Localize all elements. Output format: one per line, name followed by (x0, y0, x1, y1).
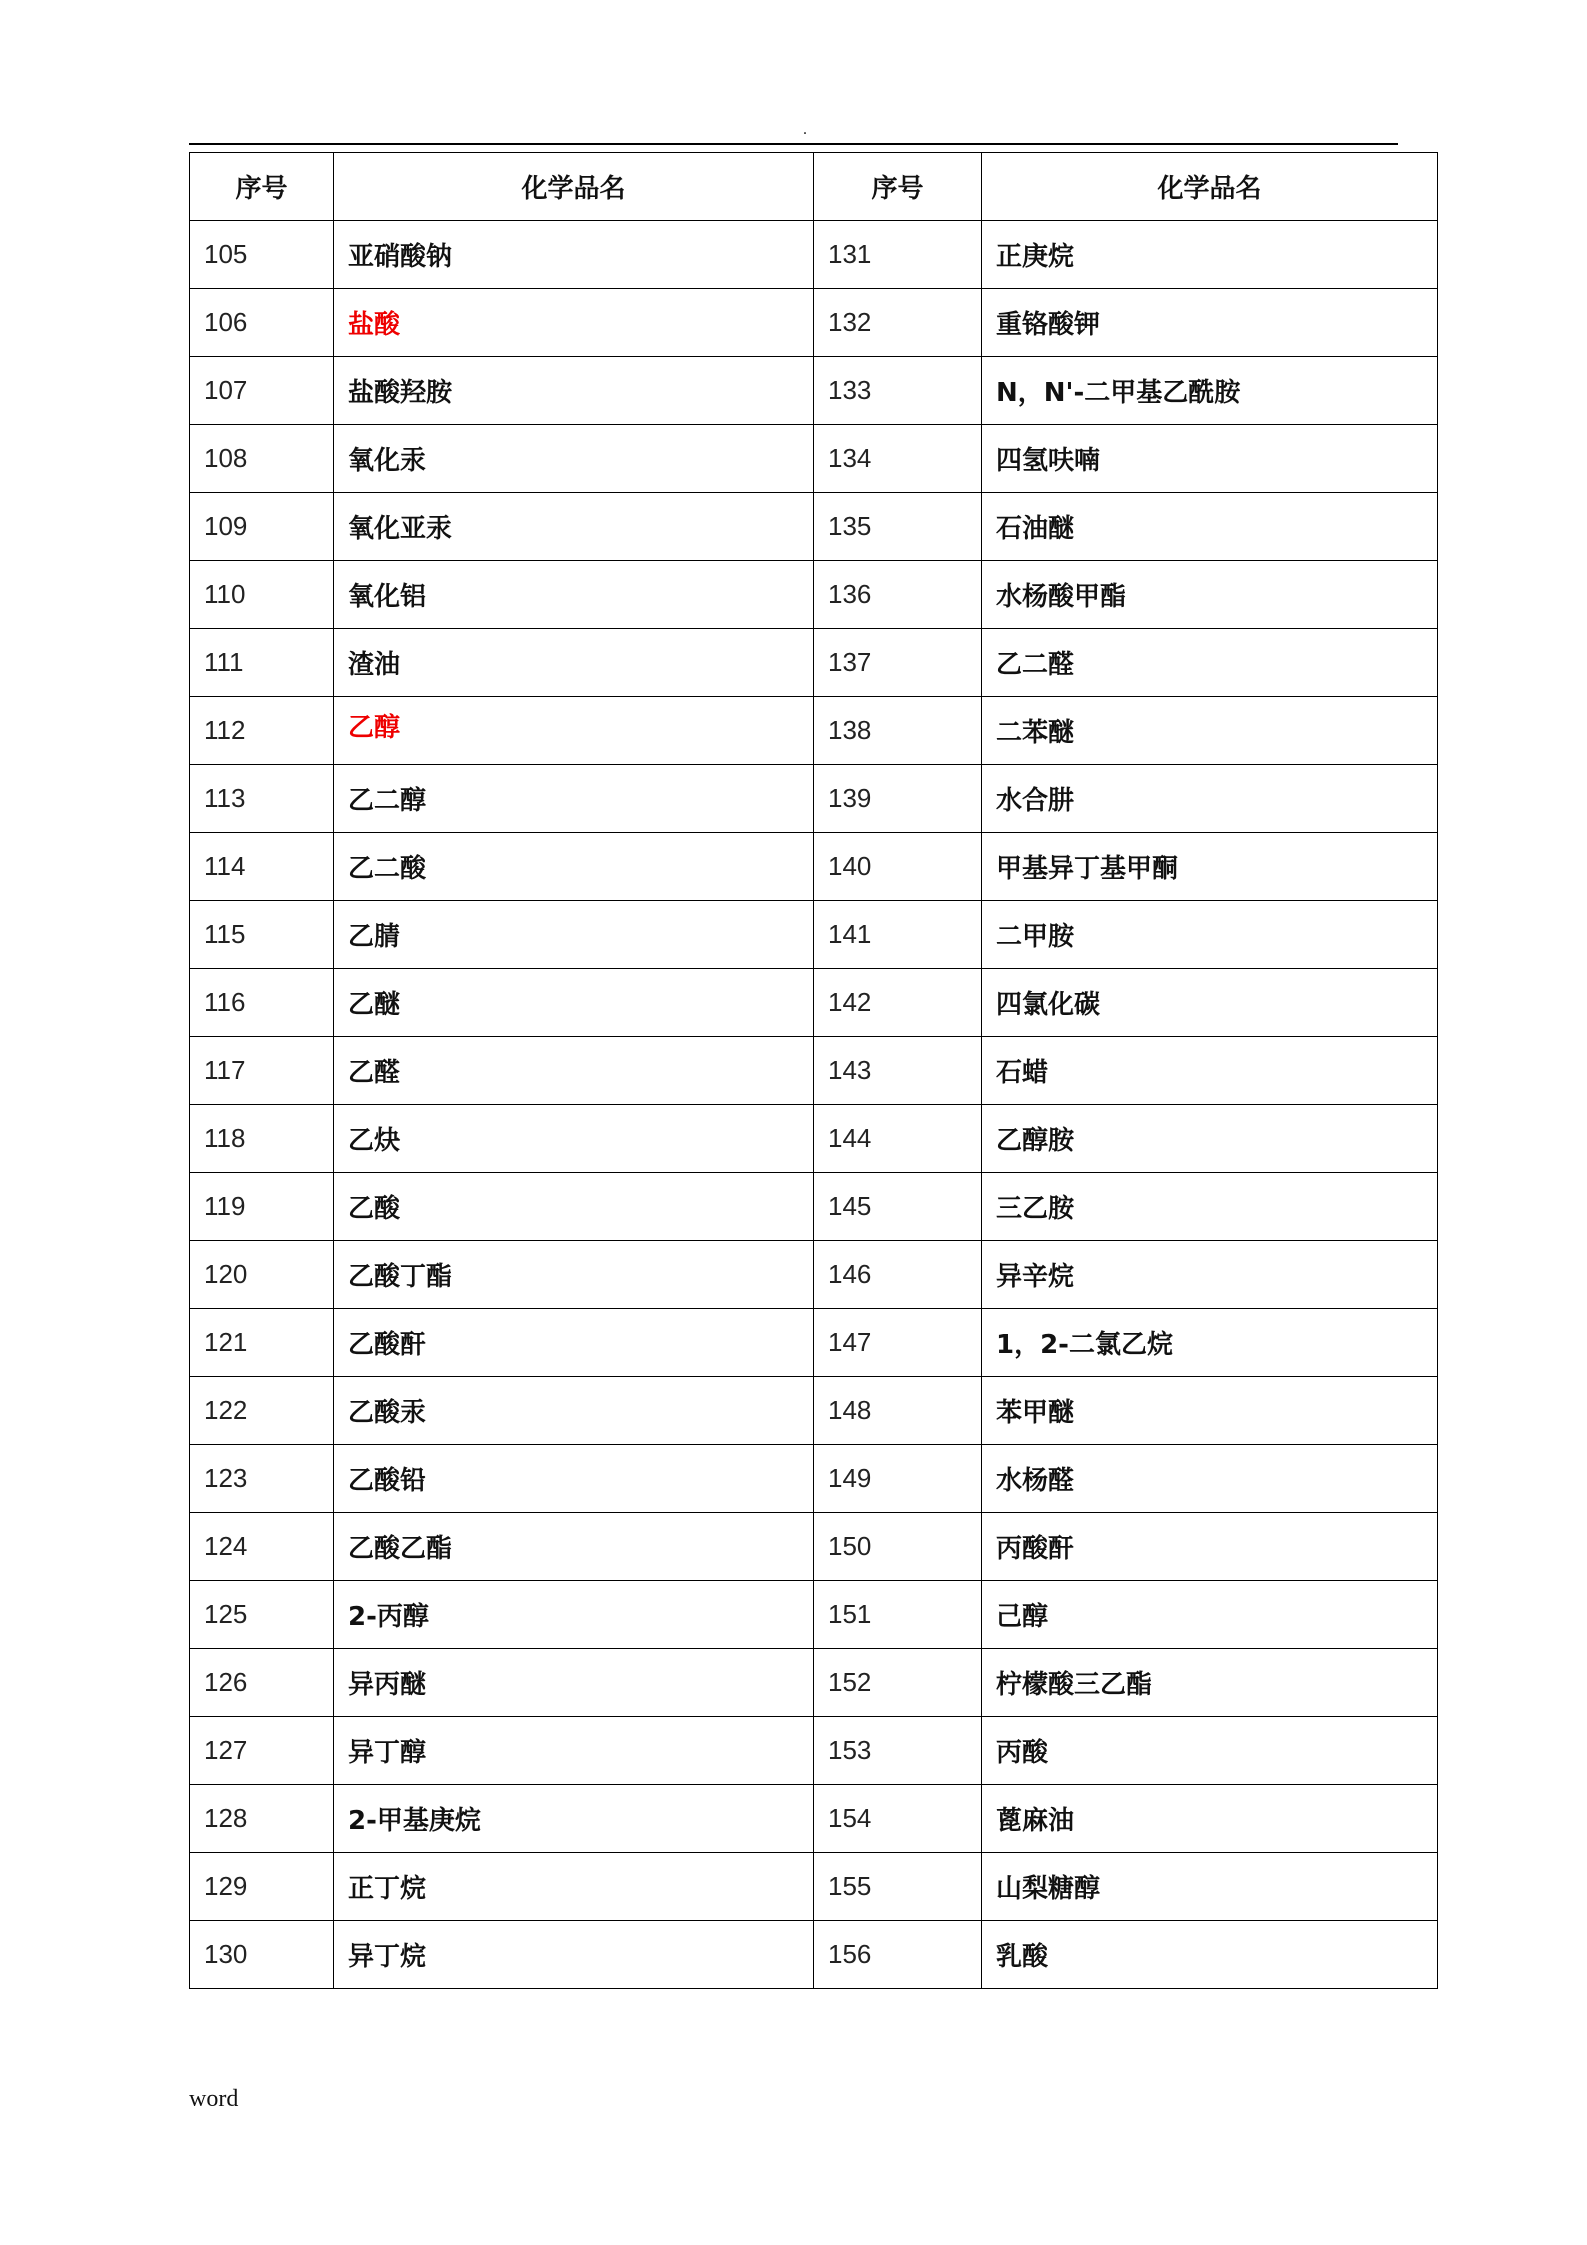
row-number: 145 (814, 1173, 982, 1241)
chemical-name: 石油醚 (982, 493, 1438, 561)
row-number: 127 (190, 1717, 334, 1785)
chemical-name: 氧化汞 (334, 425, 814, 493)
row-number: 147 (814, 1309, 982, 1377)
header-dot: . (803, 121, 807, 138)
chemical-name: 乙醇 (334, 697, 814, 765)
row-number: 141 (814, 901, 982, 969)
table-row (190, 1037, 1438, 1105)
chemical-name: 水合肼 (982, 765, 1438, 833)
chemical-name: 2-甲基庚烷 (334, 1785, 814, 1853)
chemical-name: 四氯化碳 (982, 969, 1438, 1037)
chemical-name: 乙二酸 (334, 833, 814, 901)
header-rule (189, 143, 1398, 145)
chemical-name: 山梨糖醇 (982, 1853, 1438, 1921)
row-number: 156 (814, 1921, 982, 1989)
chemical-name: 苯甲醚 (982, 1377, 1438, 1445)
chemical-name: 亚硝酸钠 (334, 221, 814, 289)
row-number: 132 (814, 289, 982, 357)
chemical-name: 柠檬酸三乙酯 (982, 1649, 1438, 1717)
table-row (190, 357, 1438, 425)
chemical-name: 乙醚 (334, 969, 814, 1037)
row-number: 116 (190, 969, 334, 1037)
table-row (190, 969, 1438, 1037)
chemical-name: 乙酸铅 (334, 1445, 814, 1513)
table-row (190, 1649, 1438, 1717)
chemical-name: 乙醛 (334, 1037, 814, 1105)
table-row (190, 1241, 1438, 1309)
chemical-name: 己醇 (982, 1581, 1438, 1649)
table-body (190, 221, 1438, 1989)
row-number: 110 (190, 561, 334, 629)
table-row (190, 1717, 1438, 1785)
row-number: 137 (814, 629, 982, 697)
chemical-name: 乙醇胺 (982, 1105, 1438, 1173)
chemical-name: 二苯醚 (982, 697, 1438, 765)
row-number: 124 (190, 1513, 334, 1581)
row-number: 106 (190, 289, 334, 357)
chemical-name: 二甲胺 (982, 901, 1438, 969)
row-number: 152 (814, 1649, 982, 1717)
row-number: 114 (190, 833, 334, 901)
row-number: 136 (814, 561, 982, 629)
chemical-name: 乙二醇 (334, 765, 814, 833)
chemical-name: 1，2-二氯乙烷 (982, 1309, 1438, 1377)
chemical-name: 正丁烷 (334, 1853, 814, 1921)
column-header-chemical-name: 化学品名 (334, 153, 814, 221)
row-number: 139 (814, 765, 982, 833)
table-row (190, 1513, 1438, 1581)
row-number: 154 (814, 1785, 982, 1853)
table-row (190, 1173, 1438, 1241)
column-header-chemical-name: 化学品名 (982, 153, 1438, 221)
row-number: 155 (814, 1853, 982, 1921)
column-header-number: 序号 (190, 153, 334, 221)
table-row (190, 629, 1438, 697)
row-number: 144 (814, 1105, 982, 1173)
row-number: 138 (814, 697, 982, 765)
table-row (190, 1105, 1438, 1173)
row-number: 105 (190, 221, 334, 289)
table-row (190, 765, 1438, 833)
row-number: 135 (814, 493, 982, 561)
row-number: 151 (814, 1581, 982, 1649)
chemical-name: 三乙胺 (982, 1173, 1438, 1241)
chemical-name: 丙酸 (982, 1717, 1438, 1785)
row-number: 143 (814, 1037, 982, 1105)
chemical-name: 乙酸丁酯 (334, 1241, 814, 1309)
chemical-name: 水杨醛 (982, 1445, 1438, 1513)
chemical-name: 乙酸酐 (334, 1309, 814, 1377)
chemical-name: 2-丙醇 (334, 1581, 814, 1649)
chemical-name: 乙酸 (334, 1173, 814, 1241)
chemical-name: 乙酸乙酯 (334, 1513, 814, 1581)
table-row (190, 901, 1438, 969)
chemical-name: 重铬酸钾 (982, 289, 1438, 357)
row-number: 113 (190, 765, 334, 833)
chemical-name: 正庚烷 (982, 221, 1438, 289)
chemical-name: 乳酸 (982, 1921, 1438, 1989)
chemical-name: 丙酸酐 (982, 1513, 1438, 1581)
row-number: 140 (814, 833, 982, 901)
chemical-name: N，N'-二甲基乙酰胺 (982, 357, 1438, 425)
row-number: 148 (814, 1377, 982, 1445)
chemical-name: 乙炔 (334, 1105, 814, 1173)
row-number: 109 (190, 493, 334, 561)
table-row (190, 1921, 1438, 1989)
table-row (190, 493, 1438, 561)
row-number: 131 (814, 221, 982, 289)
chemical-name: 异丁烷 (334, 1921, 814, 1989)
row-number: 149 (814, 1445, 982, 1513)
chemical-name: 乙二醛 (982, 629, 1438, 697)
row-number: 118 (190, 1105, 334, 1173)
row-number: 133 (814, 357, 982, 425)
row-number: 129 (190, 1853, 334, 1921)
row-number: 121 (190, 1309, 334, 1377)
row-number: 126 (190, 1649, 334, 1717)
row-number: 134 (814, 425, 982, 493)
row-number: 111 (190, 629, 334, 697)
table-row (190, 221, 1438, 289)
chemical-name: 乙腈 (334, 901, 814, 969)
chemical-name: 异丙醚 (334, 1649, 814, 1717)
chemical-table (189, 152, 1438, 1989)
chemical-name: 氧化亚汞 (334, 493, 814, 561)
table-header-row (190, 153, 1438, 221)
row-number: 120 (190, 1241, 334, 1309)
chemical-name: 盐酸 (334, 289, 814, 357)
chemical-name: 盐酸羟胺 (334, 357, 814, 425)
chemical-name: 石蜡 (982, 1037, 1438, 1105)
table-row (190, 1377, 1438, 1445)
chemical-name: 渣油 (334, 629, 814, 697)
column-header-number: 序号 (814, 153, 982, 221)
table-row (190, 1309, 1438, 1377)
row-number: 146 (814, 1241, 982, 1309)
row-number: 107 (190, 357, 334, 425)
row-number: 123 (190, 1445, 334, 1513)
chemical-name: 异辛烷 (982, 1241, 1438, 1309)
row-number: 115 (190, 901, 334, 969)
row-number: 142 (814, 969, 982, 1037)
table-row (190, 1785, 1438, 1853)
chemical-name: 甲基异丁基甲酮 (982, 833, 1438, 901)
row-number: 119 (190, 1173, 334, 1241)
table-row (190, 561, 1438, 629)
row-number: 150 (814, 1513, 982, 1581)
table-row (190, 425, 1438, 493)
row-number: 108 (190, 425, 334, 493)
chemical-name: 蓖麻油 (982, 1785, 1438, 1853)
row-number: 122 (190, 1377, 334, 1445)
row-number: 153 (814, 1717, 982, 1785)
chemical-name: 水杨酸甲酯 (982, 561, 1438, 629)
table-row (190, 289, 1438, 357)
table-row (190, 833, 1438, 901)
chemical-name: 氧化铝 (334, 561, 814, 629)
table-row (190, 697, 1438, 765)
table-row (190, 1581, 1438, 1649)
table-row (190, 1445, 1438, 1513)
row-number: 128 (190, 1785, 334, 1853)
table-row (190, 1853, 1438, 1921)
chemical-name: 异丁醇 (334, 1717, 814, 1785)
footer-text: word (189, 2086, 239, 2112)
chemical-name: 四氢呋喃 (982, 425, 1438, 493)
row-number: 112 (190, 697, 334, 765)
row-number: 125 (190, 1581, 334, 1649)
row-number: 130 (190, 1921, 334, 1989)
row-number: 117 (190, 1037, 334, 1105)
chemical-name: 乙酸汞 (334, 1377, 814, 1445)
